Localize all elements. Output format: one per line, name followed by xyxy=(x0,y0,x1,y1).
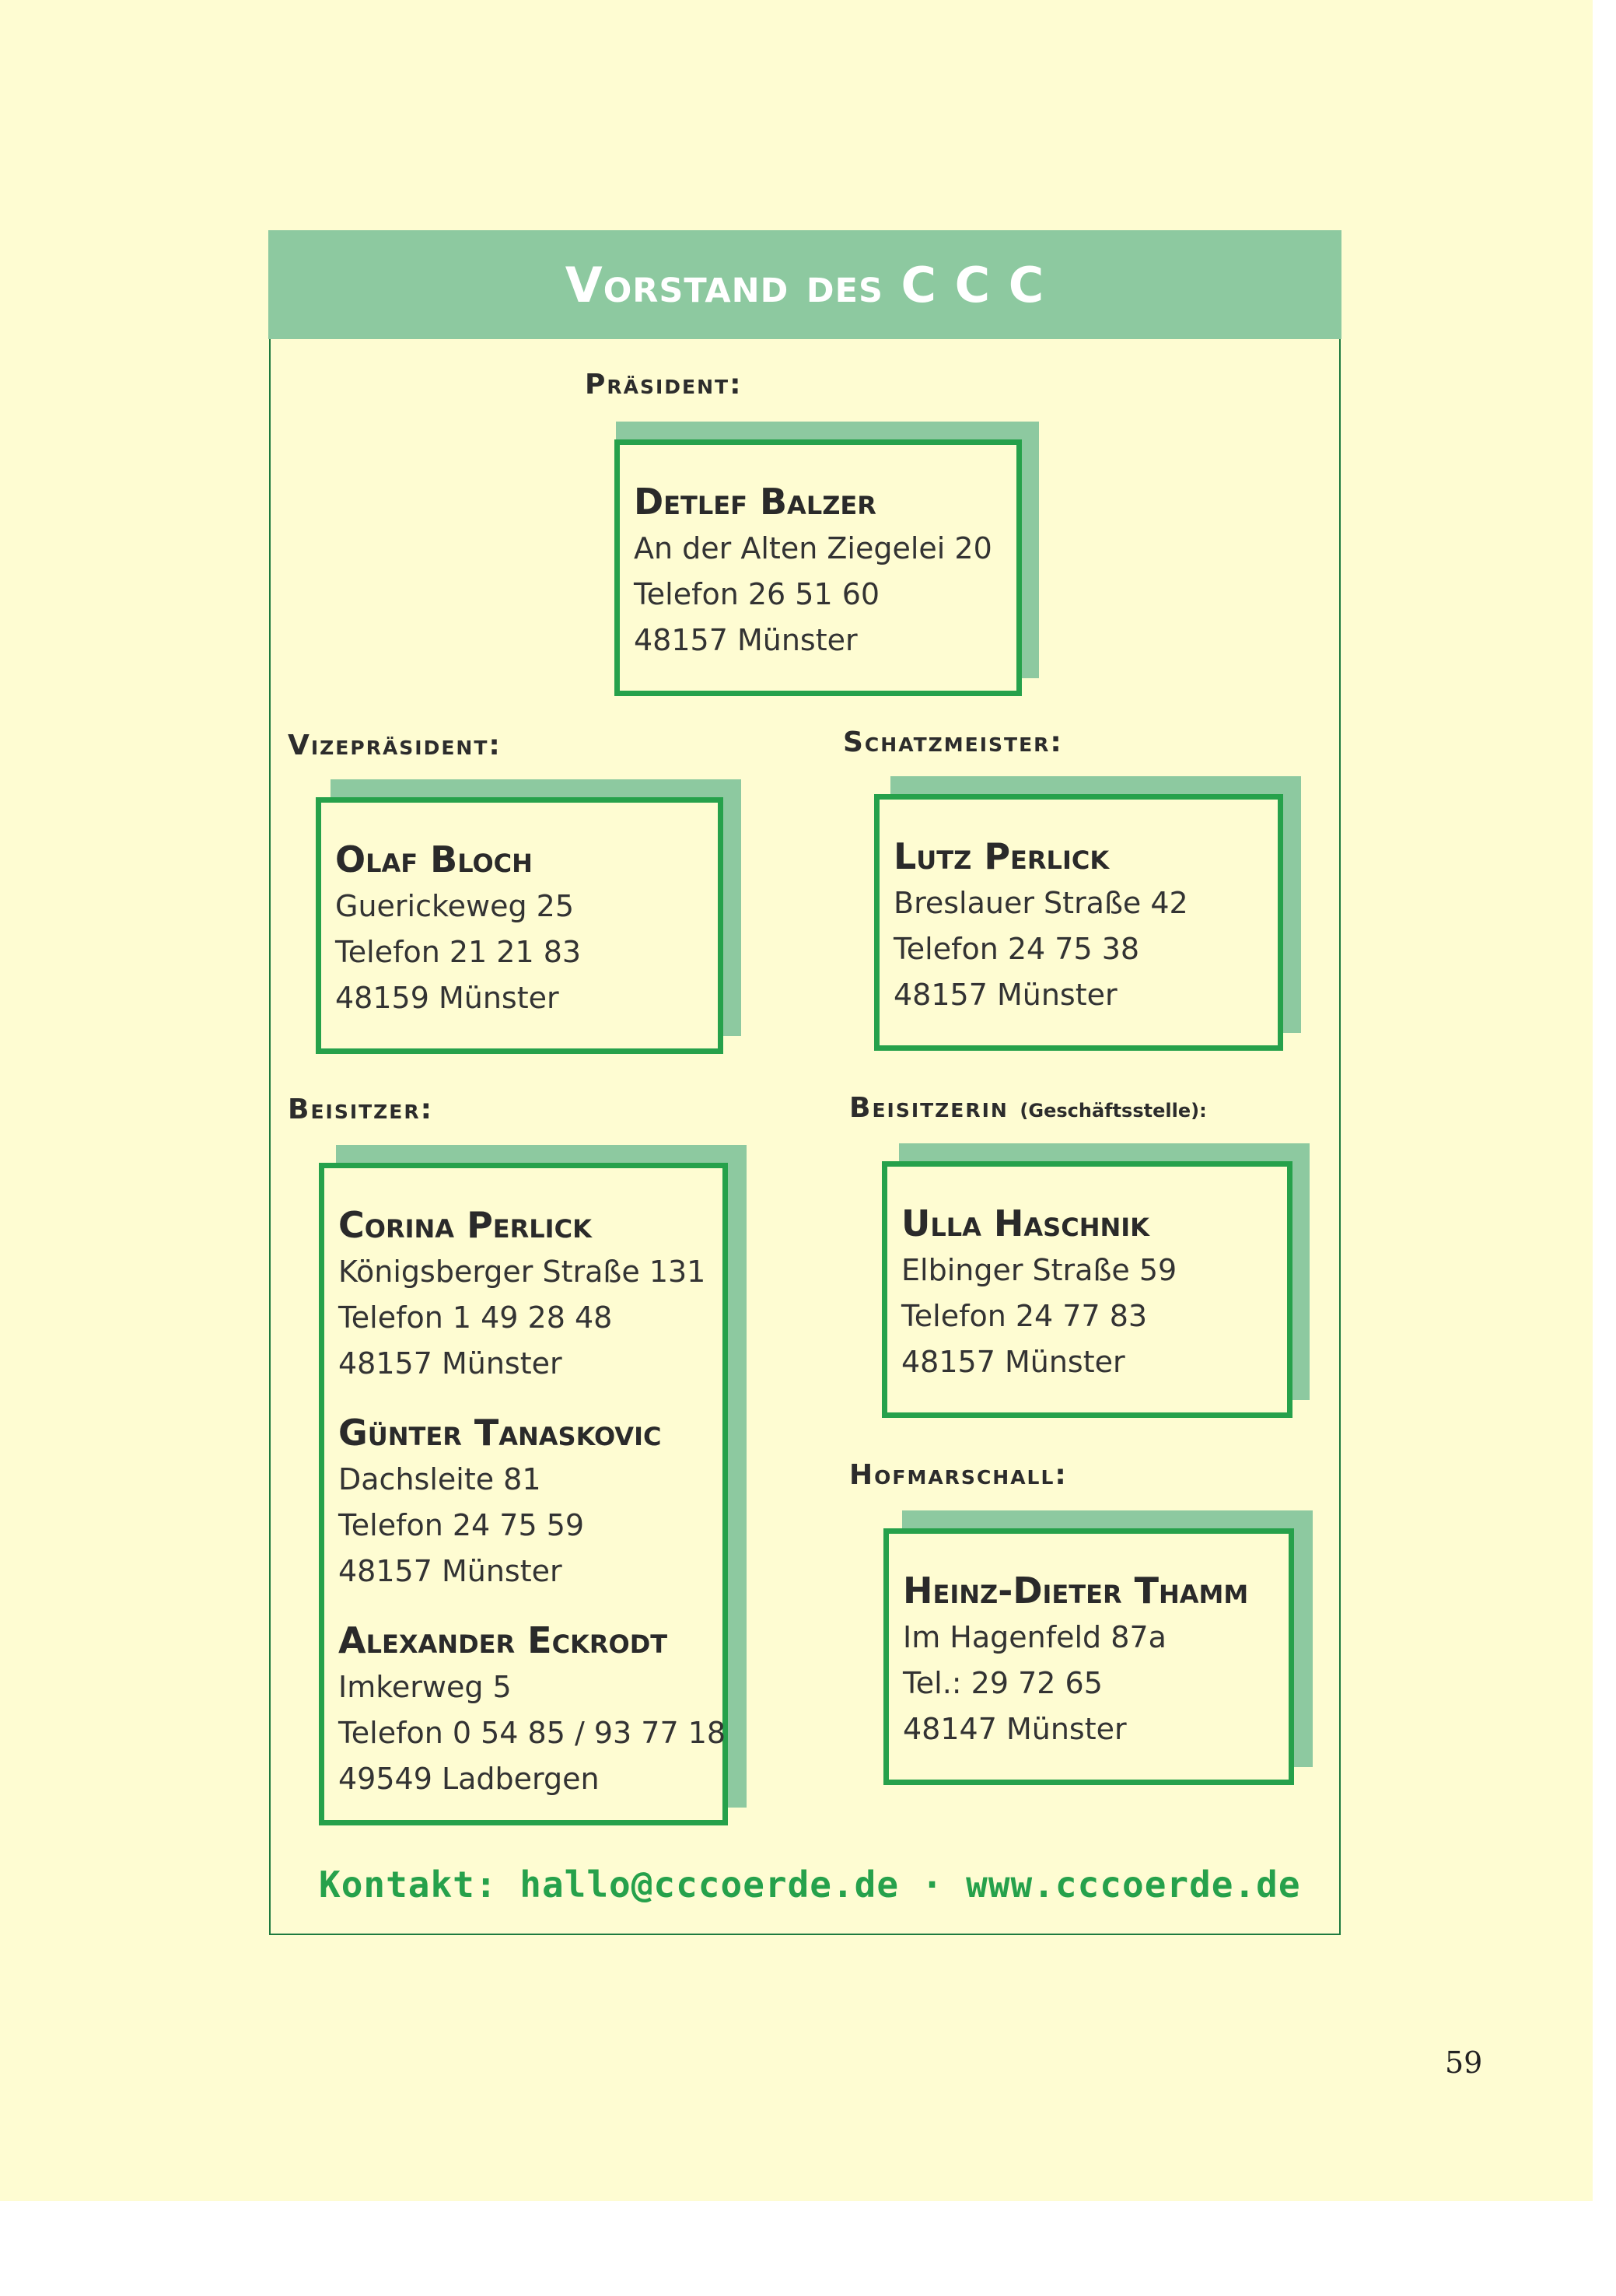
person-entry xyxy=(335,835,718,1021)
role-label-hofmarschall: Hofmarschall: xyxy=(849,1459,1068,1491)
person-address: Dachsleite 81 xyxy=(338,1462,541,1496)
card-schatzmeister xyxy=(874,794,1283,1051)
person-name: Corina Perlick xyxy=(338,1204,592,1246)
person-entry xyxy=(903,1566,1289,1752)
person-name: Alexander Eckrodt xyxy=(338,1619,668,1661)
title-banner xyxy=(268,230,1341,339)
person-address: Breslauer Straße 42 xyxy=(894,886,1188,920)
person-city: 48157 Münster xyxy=(338,1346,562,1381)
person-entry xyxy=(338,1201,722,1387)
person-address: Königsberger Straße 131 xyxy=(338,1255,706,1289)
person-city: 48159 Münster xyxy=(335,981,559,1015)
person-phone: Telefon 24 75 38 xyxy=(894,932,1140,966)
card-praesident xyxy=(614,439,1022,696)
person-phone: Telefon 26 51 60 xyxy=(634,577,880,611)
person-city: 49549 Ladbergen xyxy=(338,1762,600,1796)
person-address: Elbinger Straße 59 xyxy=(901,1253,1177,1287)
card-beisitzer xyxy=(319,1163,728,1825)
person-name: Olaf Bloch xyxy=(335,838,533,880)
person-address: An der Alten Ziegelei 20 xyxy=(634,531,992,565)
page-title: Vorstand des C C C xyxy=(565,256,1045,313)
role-label-praesident: Präsident: xyxy=(585,369,743,401)
contact-line: Kontakt: hallo@cccoerde.de · www.cccoerde.de xyxy=(319,1864,1301,1906)
person-entry xyxy=(901,1199,1287,1385)
person-city: 48157 Münster xyxy=(338,1554,562,1588)
person-entry xyxy=(338,1616,726,1802)
person-address: Imkerweg 5 xyxy=(338,1670,512,1704)
person-phone: Tel.: 29 72 65 xyxy=(903,1666,1103,1700)
person-city: 48157 Münster xyxy=(901,1345,1125,1379)
person-phone: Telefon 1 49 28 48 xyxy=(338,1300,613,1335)
person-city: 48157 Münster xyxy=(634,623,858,657)
person-phone: Telefon 21 21 83 xyxy=(335,935,582,969)
person-address: Im Hagenfeld 87a xyxy=(903,1620,1167,1654)
person-name: Detlef Balzer xyxy=(634,481,876,523)
card-vizepraesident xyxy=(316,797,723,1054)
person-phone: Telefon 24 75 59 xyxy=(338,1508,585,1542)
person-address: Guerickeweg 25 xyxy=(335,889,575,923)
card-hofmarschall xyxy=(883,1528,1294,1785)
person-name: Günter Tanaskovic xyxy=(338,1412,662,1454)
person-city: 48147 Münster xyxy=(903,1712,1127,1746)
person-city: 48157 Münster xyxy=(894,978,1118,1012)
person-name: Lutz Perlick xyxy=(894,835,1110,877)
person-entry xyxy=(634,478,1016,663)
person-phone: Telefon 0 54 85 / 93 77 18 xyxy=(338,1716,726,1750)
role-label-vizepraesident: Vizepräsident: xyxy=(288,730,502,761)
role-label-beisitzerin-sub: (Geschäftsstelle): xyxy=(1020,1100,1207,1122)
person-name: Heinz-Dieter Thamm xyxy=(903,1570,1249,1612)
card-beisitzerin xyxy=(882,1161,1292,1418)
role-label-beisitzerin xyxy=(849,1092,1207,1124)
person-phone: Telefon 24 77 83 xyxy=(901,1299,1148,1333)
person-entry xyxy=(894,832,1278,1018)
person-entry xyxy=(338,1409,722,1594)
role-label-beisitzerin-main: Beisitzerin xyxy=(849,1092,1009,1124)
person-name: Ulla Haschnik xyxy=(901,1202,1149,1244)
role-label-beisitzer: Beisitzer: xyxy=(288,1094,434,1125)
page-number: 59 xyxy=(1445,2046,1483,2080)
role-label-schatzmeister: Schatzmeister: xyxy=(843,726,1063,758)
